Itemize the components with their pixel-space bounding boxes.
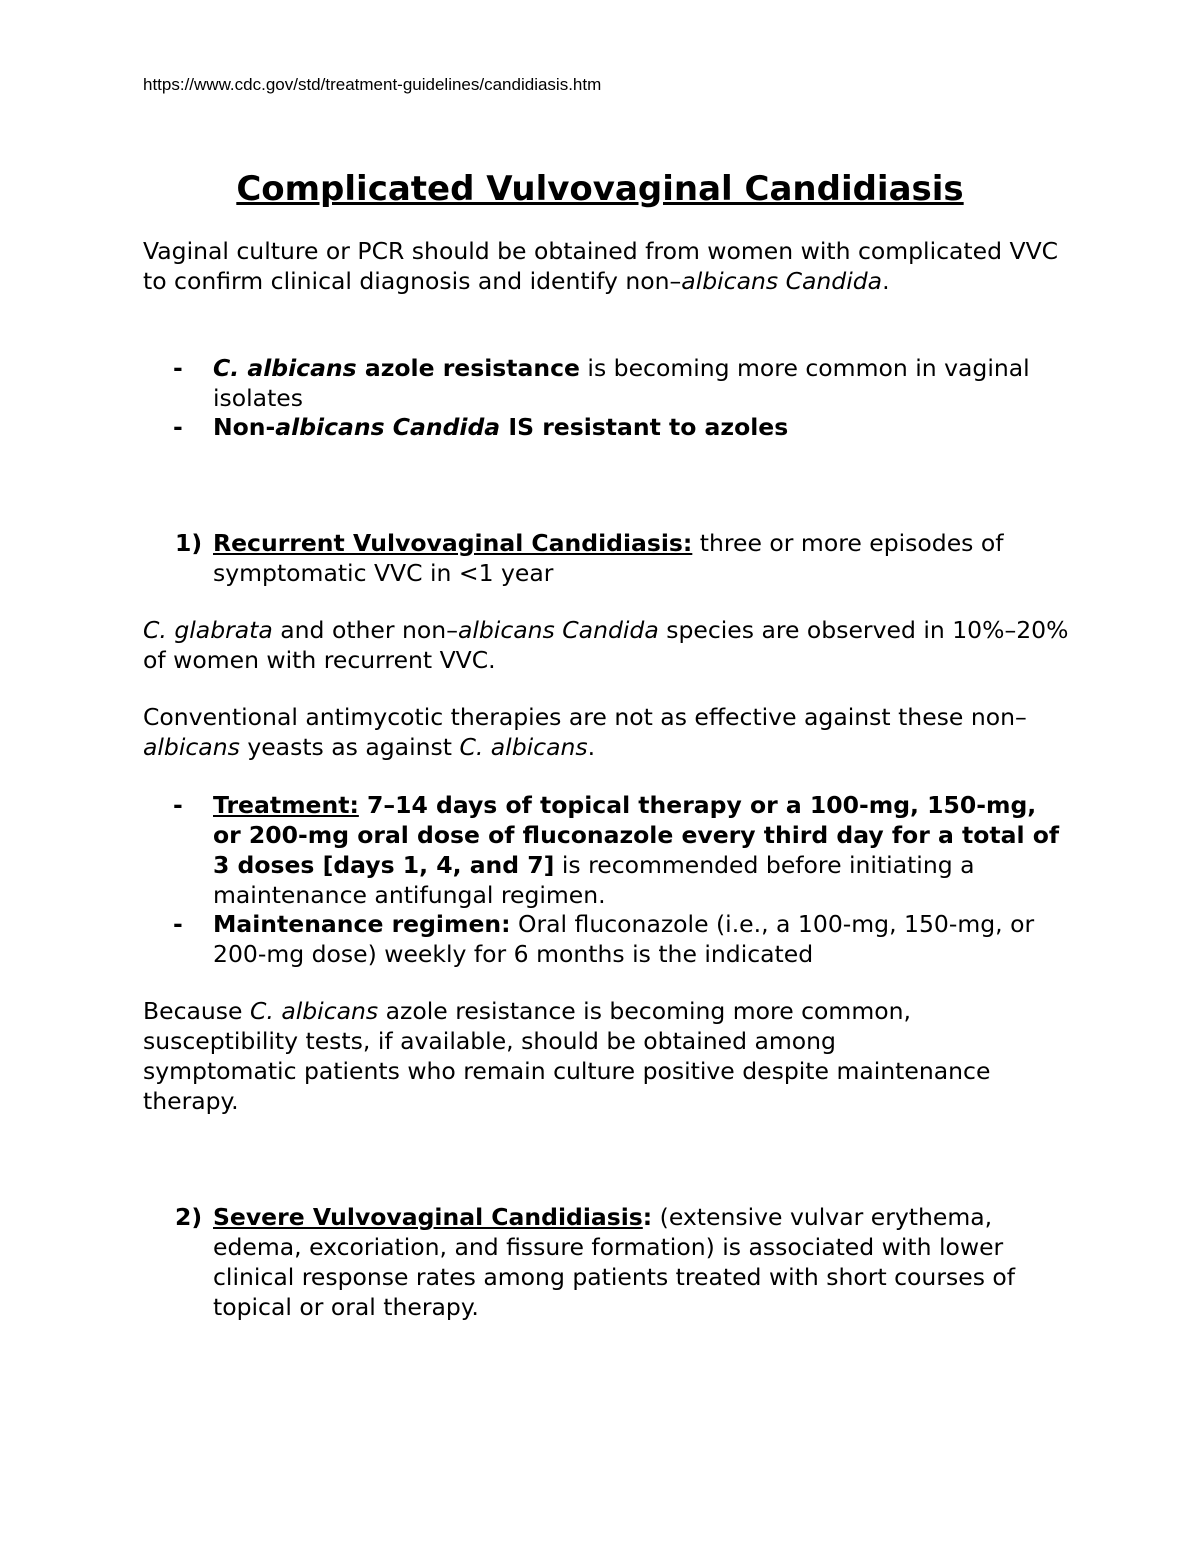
page-title: Complicated Vulvovaginal Candidiasis [236, 169, 964, 209]
list-item: - Treatment: 7–14 days of topical therapy or a 100-mg, 150-mg, or 200-mg oral dose of fluconazole every third day for a total of 3 doses [days 1, 4, and 7] is recommended before initiating a maintenance antifungal regimen. [173, 791, 1060, 909]
list-item: - Maintenance regimen: Oral fluconazole (i.e., a 100-mg, 150-mg, or 200-mg dose) weekly for 6 months is the indicated [173, 910, 1035, 968]
because-paragraph: Because C. albicans azole resistance is becoming more common, susceptibility tests, if available, should be obtained among symptomatic patients who remain culture positive despite maintenance therapy. [143, 997, 991, 1115]
list-item: - Non-albicans Candida IS resistant to azoles [173, 413, 789, 441]
section-heading: Severe Vulvovaginal Candidiasis [213, 1203, 643, 1231]
section-number: 1) [175, 529, 203, 557]
section-number: 2) [175, 1203, 203, 1231]
section-recurrent: 1) Recurrent Vulvovaginal Candidiasis: three or more episodes of symptomatic VVC in <1 year [175, 529, 1004, 587]
bullet-marker: - [173, 910, 183, 938]
section-heading: Recurrent Vulvovaginal Candidiasis: [213, 529, 693, 557]
bullet-marker: - [173, 791, 183, 819]
bullet-marker: - [173, 413, 183, 441]
source-url: https://www.cdc.gov/std/treatment-guidelines/candidiasis.htm [143, 75, 602, 94]
list-item: - C. albicans azole resistance is becoming more common in vaginal isolates [173, 354, 1030, 412]
glabrata-paragraph: C. glabrata and other non–albicans Candida species are observed in 10%–20% of women with recurrent VVC. [143, 616, 1069, 674]
bullet-marker: - [173, 354, 183, 382]
intro-paragraph: Vaginal culture or PCR should be obtained from women with complicated VVC to confirm clinical diagnosis and identify non–albicans Candida. [143, 237, 1059, 295]
conventional-paragraph: Conventional antimycotic therapies are not as effective against these non–albicans yeasts as against C. albicans. [143, 703, 1027, 761]
section-severe: 2) Severe Vulvovaginal Candidiasis: (extensive vulvar erythema, edema, excoriation, and fissure formation) is associated with lower clinical response rates among patients treated with short courses of topical or oral therapy. [175, 1203, 1016, 1321]
